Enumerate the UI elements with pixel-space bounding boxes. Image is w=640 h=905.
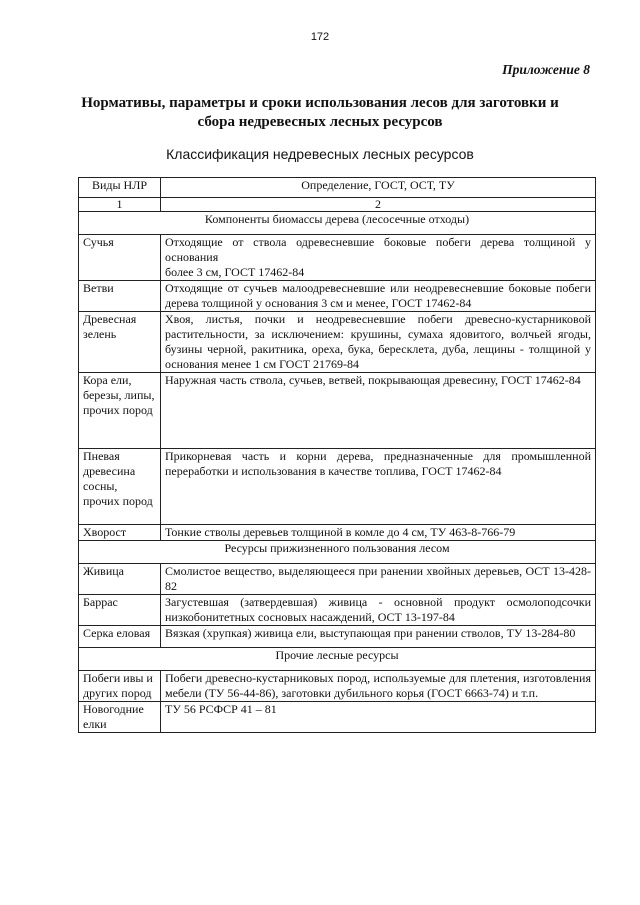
title-line-2: сбора недревесных лесных ресурсов — [197, 114, 443, 130]
row-definition: Побеги древесно-кустарниковых пород, используемые для плетения, изготовления мебели (ТУ 56-44-86), заготовки дубильного корья (ГОСТ 6663-74) и т.п. — [161, 671, 596, 702]
page-title — [40, 94, 600, 132]
table-row — [79, 702, 596, 733]
row-name: Баррас — [79, 595, 161, 626]
page-number: 172 — [310, 31, 330, 43]
nlr-classification-table — [78, 177, 596, 733]
definition-line: более 3 см, ГОСТ 17462-84 — [165, 265, 305, 279]
row-name: Серка еловая — [79, 626, 161, 648]
section-header-row — [79, 541, 596, 564]
row-definition: Хвоя, листья, почки и неодревесневшие побеги древесно-кустарниковой растительности, за исключением: крушины, сумаха ядовитого, волчьей ягоды, бузины черной, ракитника, ореха, бука, бересклета, дуба, лещины - толщиной у основания менее 1 см ГОСТ 21769-84 — [161, 312, 596, 373]
row-definition: Смолистое вещество, выделяющееся при ранении хвойных деревьев, ОСТ 13-428-82 — [161, 564, 596, 595]
definition-line: Отходящие от ствола одревесневшие боковые побеги дерева толщиной у основания — [165, 235, 591, 264]
section-title: Прочие лесные ресурсы — [79, 648, 596, 671]
row-definition: Прикорневая часть и корни дерева, предназначенные для промышленной переработки и использования в качестве топлива, ГОСТ 17462-84 — [161, 449, 596, 525]
table-row — [79, 281, 596, 312]
column-number-1: 1 — [79, 198, 161, 212]
row-definition — [161, 235, 596, 281]
table-row — [79, 564, 596, 595]
row-name: Живица — [79, 564, 161, 595]
section-title: Компоненты биомассы дерева (лесосечные отходы) — [79, 212, 596, 235]
table-row — [79, 449, 596, 525]
row-name: Древесная зелень — [79, 312, 161, 373]
row-name: Хворост — [79, 525, 161, 541]
row-name: Новогодние елки — [79, 702, 161, 733]
column-number-row — [79, 198, 596, 212]
row-name: Кора ели, березы, липы, прочих пород — [79, 373, 161, 449]
table-header-row — [79, 178, 596, 198]
row-name: Ветви — [79, 281, 161, 312]
row-definition: Тонкие стволы деревьев толщиной в комле до 4 см, ТУ 463-8-766-79 — [161, 525, 596, 541]
row-definition: Отходящие от сучьев малоодревесневшие или неодревесневшие боковые побеги дерева толщиной у основания 3 см и менее, ГОСТ 17462-84 — [161, 281, 596, 312]
row-definition: Загустевшая (затвердевшая) живица - основной продукт осмолоподсочки низкобонитетных сосновых насаждений, ОСТ 13-197-84 — [161, 595, 596, 626]
table-subtitle: Классификация недревесных лесных ресурсов — [166, 146, 474, 162]
table-row — [79, 626, 596, 648]
row-definition: ТУ 56 РСФСР 41 – 81 — [161, 702, 596, 733]
table-row — [79, 235, 596, 281]
appendix-label: Приложение 8 — [502, 62, 590, 77]
table-row — [79, 671, 596, 702]
column-header-definition: Определение, ГОСТ, ОСТ, ТУ — [161, 178, 596, 198]
table-row — [79, 525, 596, 541]
section-header-row — [79, 212, 596, 235]
section-title: Ресурсы прижизненного пользования лесом — [79, 541, 596, 564]
section-header-row — [79, 648, 596, 671]
row-name: Сучья — [79, 235, 161, 281]
row-name: Пневая древесина сосны, прочих пород — [79, 449, 161, 525]
column-header-types: Виды НЛР — [79, 178, 161, 198]
row-name: Побеги ивы и других пород — [79, 671, 161, 702]
row-definition: Наружная часть ствола, сучьев, ветвей, покрывающая древесину, ГОСТ 17462-84 — [161, 373, 596, 449]
table-row — [79, 312, 596, 373]
title-line-1: Нормативы, параметры и сроки использования лесов для заготовки и — [81, 95, 559, 111]
table-row — [79, 595, 596, 626]
column-number-2: 2 — [161, 198, 596, 212]
row-definition: Вязкая (хрупкая) живица ели, выступающая при ранении стволов, ТУ 13-284-80 — [161, 626, 596, 648]
table-row — [79, 373, 596, 449]
